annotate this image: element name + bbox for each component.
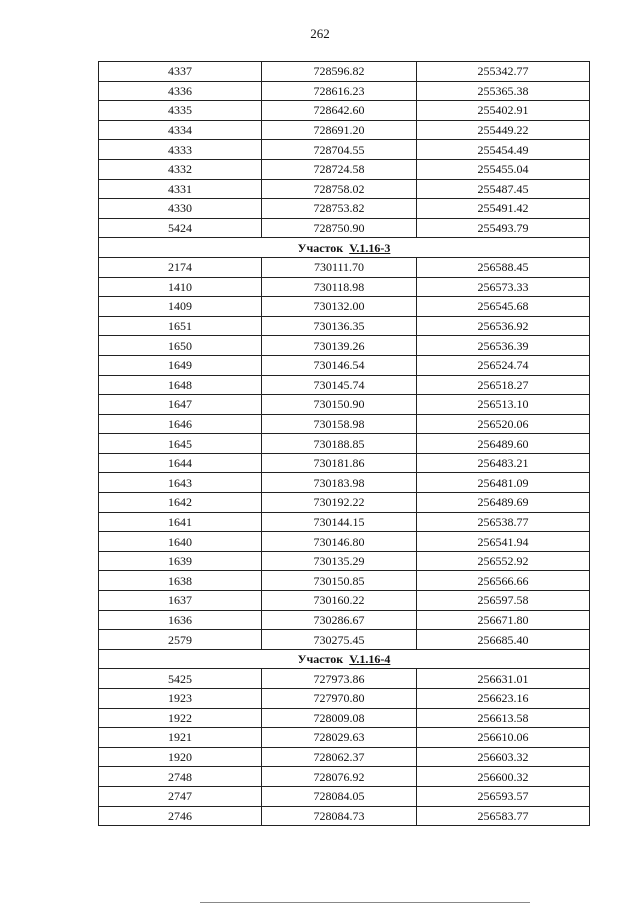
point-number-cell: 1650 [99, 336, 262, 356]
table-row [99, 257, 590, 277]
table-row [99, 630, 590, 650]
section-code: V.1.16-3 [349, 240, 391, 255]
x-coordinate-cell: 728596.82 [262, 62, 417, 82]
point-number-cell: 1645 [99, 434, 262, 454]
x-coordinate-cell: 730181.86 [262, 453, 417, 473]
page-number: 262 [310, 26, 330, 41]
y-coordinate-cell: 255493.79 [417, 218, 590, 238]
point-number-cell: 1648 [99, 375, 262, 395]
table-row [99, 81, 590, 101]
y-coordinate-cell: 256489.69 [417, 493, 590, 513]
x-coordinate-cell: 728084.05 [262, 786, 417, 806]
y-coordinate-cell: 256513.10 [417, 395, 590, 415]
y-coordinate-cell: 255449.22 [417, 120, 590, 140]
y-coordinate-cell: 255455.04 [417, 159, 590, 179]
y-coordinate-cell: 256552.92 [417, 551, 590, 571]
point-number-cell: 4336 [99, 81, 262, 101]
x-coordinate-cell: 728076.92 [262, 767, 417, 787]
point-number-cell: 1649 [99, 355, 262, 375]
y-coordinate-cell: 255342.77 [417, 62, 590, 82]
table-row [99, 434, 590, 454]
x-coordinate-cell: 730111.70 [262, 257, 417, 277]
x-coordinate-cell: 728009.08 [262, 708, 417, 728]
point-number-cell: 1636 [99, 610, 262, 630]
point-number-cell: 1637 [99, 591, 262, 611]
coordinates-table-body [99, 62, 590, 826]
y-coordinate-cell: 256536.92 [417, 316, 590, 336]
x-coordinate-cell: 728029.63 [262, 728, 417, 748]
table-row [99, 140, 590, 160]
x-coordinate-cell: 728704.55 [262, 140, 417, 160]
x-coordinate-cell: 730188.85 [262, 434, 417, 454]
table-row [99, 689, 590, 709]
point-number-cell: 1651 [99, 316, 262, 336]
x-coordinate-cell: 728642.60 [262, 101, 417, 121]
y-coordinate-cell: 255454.49 [417, 140, 590, 160]
y-coordinate-cell: 256631.01 [417, 669, 590, 689]
y-coordinate-cell: 256603.32 [417, 747, 590, 767]
section-heading [99, 649, 590, 669]
x-coordinate-cell: 730144.15 [262, 512, 417, 532]
y-coordinate-cell: 256610.06 [417, 728, 590, 748]
table-row [99, 473, 590, 493]
y-coordinate-cell: 256489.60 [417, 434, 590, 454]
table-row [99, 159, 590, 179]
y-coordinate-cell: 256573.33 [417, 277, 590, 297]
x-coordinate-cell: 728750.90 [262, 218, 417, 238]
point-number-cell: 2174 [99, 257, 262, 277]
x-coordinate-cell: 727970.80 [262, 689, 417, 709]
x-coordinate-cell: 730145.74 [262, 375, 417, 395]
point-number-cell: 4330 [99, 199, 262, 219]
y-coordinate-cell: 256483.21 [417, 453, 590, 473]
y-coordinate-cell: 256597.58 [417, 591, 590, 611]
coordinates-table [98, 61, 590, 826]
table-row [99, 120, 590, 140]
point-number-cell: 1920 [99, 747, 262, 767]
point-number-cell: 1647 [99, 395, 262, 415]
table-row [99, 179, 590, 199]
table-row [99, 336, 590, 356]
point-number-cell: 1409 [99, 297, 262, 317]
point-number-cell: 4335 [99, 101, 262, 121]
table-row [99, 62, 590, 82]
x-coordinate-cell: 730158.98 [262, 414, 417, 434]
table-row [99, 493, 590, 513]
x-coordinate-cell: 730150.85 [262, 571, 417, 591]
x-coordinate-cell: 730286.67 [262, 610, 417, 630]
x-coordinate-cell: 730192.22 [262, 493, 417, 513]
x-coordinate-cell: 730150.90 [262, 395, 417, 415]
x-coordinate-cell: 728724.58 [262, 159, 417, 179]
x-coordinate-cell: 730139.26 [262, 336, 417, 356]
table-row [99, 218, 590, 238]
y-coordinate-cell: 256524.74 [417, 355, 590, 375]
x-coordinate-cell: 728758.02 [262, 179, 417, 199]
table-row [99, 375, 590, 395]
y-coordinate-cell: 256536.39 [417, 336, 590, 356]
table-row [99, 316, 590, 336]
point-number-cell: 2747 [99, 786, 262, 806]
x-coordinate-cell: 730146.80 [262, 532, 417, 552]
x-coordinate-cell: 727973.86 [262, 669, 417, 689]
x-coordinate-cell: 730135.29 [262, 551, 417, 571]
point-number-cell: 1410 [99, 277, 262, 297]
section-heading-row [99, 649, 590, 669]
y-coordinate-cell: 256613.58 [417, 708, 590, 728]
table-row [99, 532, 590, 552]
point-number-cell: 1646 [99, 414, 262, 434]
x-coordinate-cell: 728753.82 [262, 199, 417, 219]
table-row [99, 571, 590, 591]
point-number-cell: 1643 [99, 473, 262, 493]
x-coordinate-cell: 730160.22 [262, 591, 417, 611]
y-coordinate-cell: 255491.42 [417, 199, 590, 219]
y-coordinate-cell: 256538.77 [417, 512, 590, 532]
table-row [99, 747, 590, 767]
x-coordinate-cell: 730136.35 [262, 316, 417, 336]
table-row [99, 512, 590, 532]
table-row [99, 786, 590, 806]
y-coordinate-cell: 256518.27 [417, 375, 590, 395]
y-coordinate-cell: 256671.80 [417, 610, 590, 630]
x-coordinate-cell: 728616.23 [262, 81, 417, 101]
x-coordinate-cell: 728084.73 [262, 806, 417, 826]
table-row [99, 551, 590, 571]
y-coordinate-cell: 255365.38 [417, 81, 590, 101]
y-coordinate-cell: 256583.77 [417, 806, 590, 826]
table-row [99, 297, 590, 317]
point-number-cell: 4337 [99, 62, 262, 82]
point-number-cell: 2748 [99, 767, 262, 787]
x-coordinate-cell: 730183.98 [262, 473, 417, 493]
table-row [99, 453, 590, 473]
point-number-cell: 2579 [99, 630, 262, 650]
table-row [99, 610, 590, 630]
y-coordinate-cell: 255402.91 [417, 101, 590, 121]
table-row [99, 669, 590, 689]
table-row [99, 728, 590, 748]
y-coordinate-cell: 256541.94 [417, 532, 590, 552]
x-coordinate-cell: 730118.98 [262, 277, 417, 297]
point-number-cell: 4333 [99, 140, 262, 160]
point-number-cell: 1638 [99, 571, 262, 591]
point-number-cell: 1644 [99, 453, 262, 473]
table-row [99, 591, 590, 611]
table-row [99, 806, 590, 826]
point-number-cell: 1641 [99, 512, 262, 532]
y-coordinate-cell: 256600.32 [417, 767, 590, 787]
point-number-cell: 5425 [99, 669, 262, 689]
y-coordinate-cell: 256520.06 [417, 414, 590, 434]
point-number-cell: 4334 [99, 120, 262, 140]
y-coordinate-cell: 256481.09 [417, 473, 590, 493]
y-coordinate-cell: 255487.45 [417, 179, 590, 199]
point-number-cell: 1922 [99, 708, 262, 728]
table-row [99, 355, 590, 375]
point-number-cell: 4331 [99, 179, 262, 199]
table-row [99, 414, 590, 434]
y-coordinate-cell: 256566.66 [417, 571, 590, 591]
table-row [99, 395, 590, 415]
point-number-cell: 2746 [99, 806, 262, 826]
point-number-cell: 1923 [99, 689, 262, 709]
x-coordinate-cell: 730275.45 [262, 630, 417, 650]
section-heading [99, 238, 590, 258]
table-row [99, 199, 590, 219]
table-row [99, 277, 590, 297]
x-coordinate-cell: 730146.54 [262, 355, 417, 375]
y-coordinate-cell: 256545.68 [417, 297, 590, 317]
y-coordinate-cell: 256593.57 [417, 786, 590, 806]
point-number-cell: 4332 [99, 159, 262, 179]
point-number-cell: 1642 [99, 493, 262, 513]
section-heading-row [99, 238, 590, 258]
y-coordinate-cell: 256623.16 [417, 689, 590, 709]
point-number-cell: 1921 [99, 728, 262, 748]
section-label: Участок [297, 240, 344, 255]
y-coordinate-cell: 256685.40 [417, 630, 590, 650]
point-number-cell: 1639 [99, 551, 262, 571]
x-coordinate-cell: 730132.00 [262, 297, 417, 317]
x-coordinate-cell: 728062.37 [262, 747, 417, 767]
table-row [99, 708, 590, 728]
y-coordinate-cell: 256588.45 [417, 257, 590, 277]
point-number-cell: 1640 [99, 532, 262, 552]
point-number-cell: 5424 [99, 218, 262, 238]
table-row [99, 101, 590, 121]
x-coordinate-cell: 728691.20 [262, 120, 417, 140]
table-row [99, 767, 590, 787]
section-label: Участок [297, 652, 344, 667]
section-code: V.1.16-4 [349, 652, 391, 667]
page-bottom-rule [200, 902, 530, 903]
